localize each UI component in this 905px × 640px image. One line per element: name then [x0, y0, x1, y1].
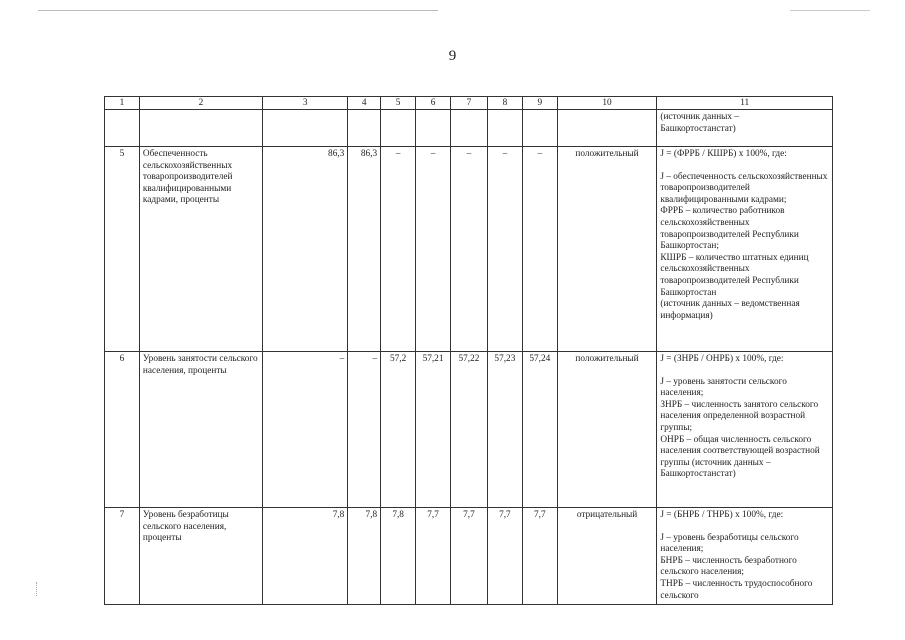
formula-line	[660, 522, 829, 533]
formula-line: ТНРБ – численность трудоспособного сельского	[660, 579, 813, 601]
value-cell: –	[416, 147, 451, 352]
scan-edge-mark	[36, 582, 39, 596]
header-cell: 1	[105, 97, 140, 110]
formula-cell	[657, 508, 833, 605]
header-cell: 5	[381, 97, 416, 110]
direction-cell: положительный	[557, 352, 657, 508]
value-cell: 57,2	[381, 352, 416, 508]
formula-line: J – уровень безработицы сельского населения;	[660, 532, 799, 555]
page-number: 9	[448, 48, 457, 64]
value-cell: 7,7	[450, 508, 487, 605]
value-cell	[416, 110, 451, 147]
formula-line: J – обеспеченность сельскохозяйственных товаропроизводителей квалифицированными кадрами;	[660, 171, 828, 205]
formula-line: J – уровень занятости сельского населения;	[660, 376, 787, 399]
formula-cell	[657, 147, 833, 352]
formula-line: ЗНРБ – численность занятого сельского населения определенной возрастной группы;	[660, 399, 819, 434]
header-cell: 9	[522, 97, 557, 110]
value-cell: 57,23	[487, 352, 522, 508]
header-cell: 3	[263, 97, 348, 110]
header-row	[105, 97, 833, 110]
formula-line: J = (ЗНРБ / ОНРБ) x 100%, где:	[660, 354, 784, 364]
value-cell: –	[348, 352, 381, 508]
header-cell: 7	[450, 97, 487, 110]
value-cell	[522, 110, 557, 147]
indicator-name-cell	[139, 110, 262, 147]
value-cell: 7,8	[348, 508, 381, 605]
formula-line: БНРБ – численность безработного сельского населения;	[660, 555, 797, 578]
formula-line: Башкортостанстат)	[660, 123, 736, 134]
value-cell: 7,8	[381, 508, 416, 605]
value-cell: 86,3	[348, 147, 381, 352]
indicator-name-cell: Уровень безработицы сельского населения, проценты	[139, 508, 262, 605]
value-cell: 86,3	[263, 147, 348, 352]
value-cell: –	[381, 147, 416, 352]
value-cell: 57,24	[522, 352, 557, 508]
value-cell: 7,7	[487, 508, 522, 605]
value-cell: –	[522, 147, 557, 352]
value-cell: 7,8	[263, 508, 348, 605]
header-cell: 8	[487, 97, 522, 110]
header-cell: 11	[657, 97, 833, 110]
value-cell: 57,22	[450, 352, 487, 508]
row-number-cell: 7	[105, 508, 140, 605]
row-number-cell: 5	[105, 147, 140, 352]
row-number-cell	[105, 110, 140, 147]
header-cell: 10	[557, 97, 657, 110]
indicator-name-cell: Обеспеченность сельскохозяйственных товаропроизводителей квалифицированными кадрами, проценты	[139, 147, 262, 352]
header-cell: 4	[348, 97, 381, 110]
value-cell: –	[450, 147, 487, 352]
direction-cell: положительный	[557, 147, 657, 352]
table-row	[105, 352, 833, 508]
formula-line: J = (ФРРБ / КШРБ) x 100%, где:	[660, 149, 787, 159]
value-cell: –	[263, 352, 348, 508]
formula-line	[660, 366, 829, 377]
indicator-name-cell: Уровень занятости сельского населения, проценты	[139, 352, 262, 508]
value-cell	[381, 110, 416, 147]
scan-artifact-line	[38, 10, 438, 11]
formula-line: ОНРБ – общая численность сельского населения соответствующей возрастной группы (источник данных – Башкортостанстат)	[660, 434, 820, 480]
header-cell: 6	[416, 97, 451, 110]
formula-line: (источник данных – ведомственная информация)	[660, 299, 800, 321]
value-cell: 57,21	[416, 352, 451, 508]
row-number-cell: 6	[105, 352, 140, 508]
indicators-table	[104, 96, 833, 605]
value-cell	[487, 110, 522, 147]
formula-cell	[657, 110, 833, 147]
formula-cell	[657, 352, 833, 508]
table-row	[105, 110, 833, 147]
value-cell: 7,7	[416, 508, 451, 605]
formula-line: ФРРБ – количество работников сельскохозяйственных товаропроизводителей Республики Башкортостан;	[660, 206, 799, 252]
value-cell	[450, 110, 487, 147]
value-cell	[263, 110, 348, 147]
direction-cell	[557, 110, 657, 147]
table-row	[105, 147, 833, 352]
value-cell	[348, 110, 381, 147]
formula-line	[660, 161, 829, 172]
scan-artifact-line	[790, 10, 870, 11]
value-cell: –	[487, 147, 522, 352]
header-cell: 2	[139, 97, 262, 110]
formula-line: (источник данных –	[660, 112, 740, 122]
formula-line: J = (БНРБ / ТНРБ) x 100%, где:	[660, 510, 784, 520]
formula-line: КШРБ – количество штатных единиц сельскохозяйственных товаропроизводителей Республики Башкортостан	[660, 252, 809, 298]
value-cell: 7,7	[522, 508, 557, 605]
table-row	[105, 508, 833, 605]
direction-cell: отрицательный	[557, 508, 657, 605]
